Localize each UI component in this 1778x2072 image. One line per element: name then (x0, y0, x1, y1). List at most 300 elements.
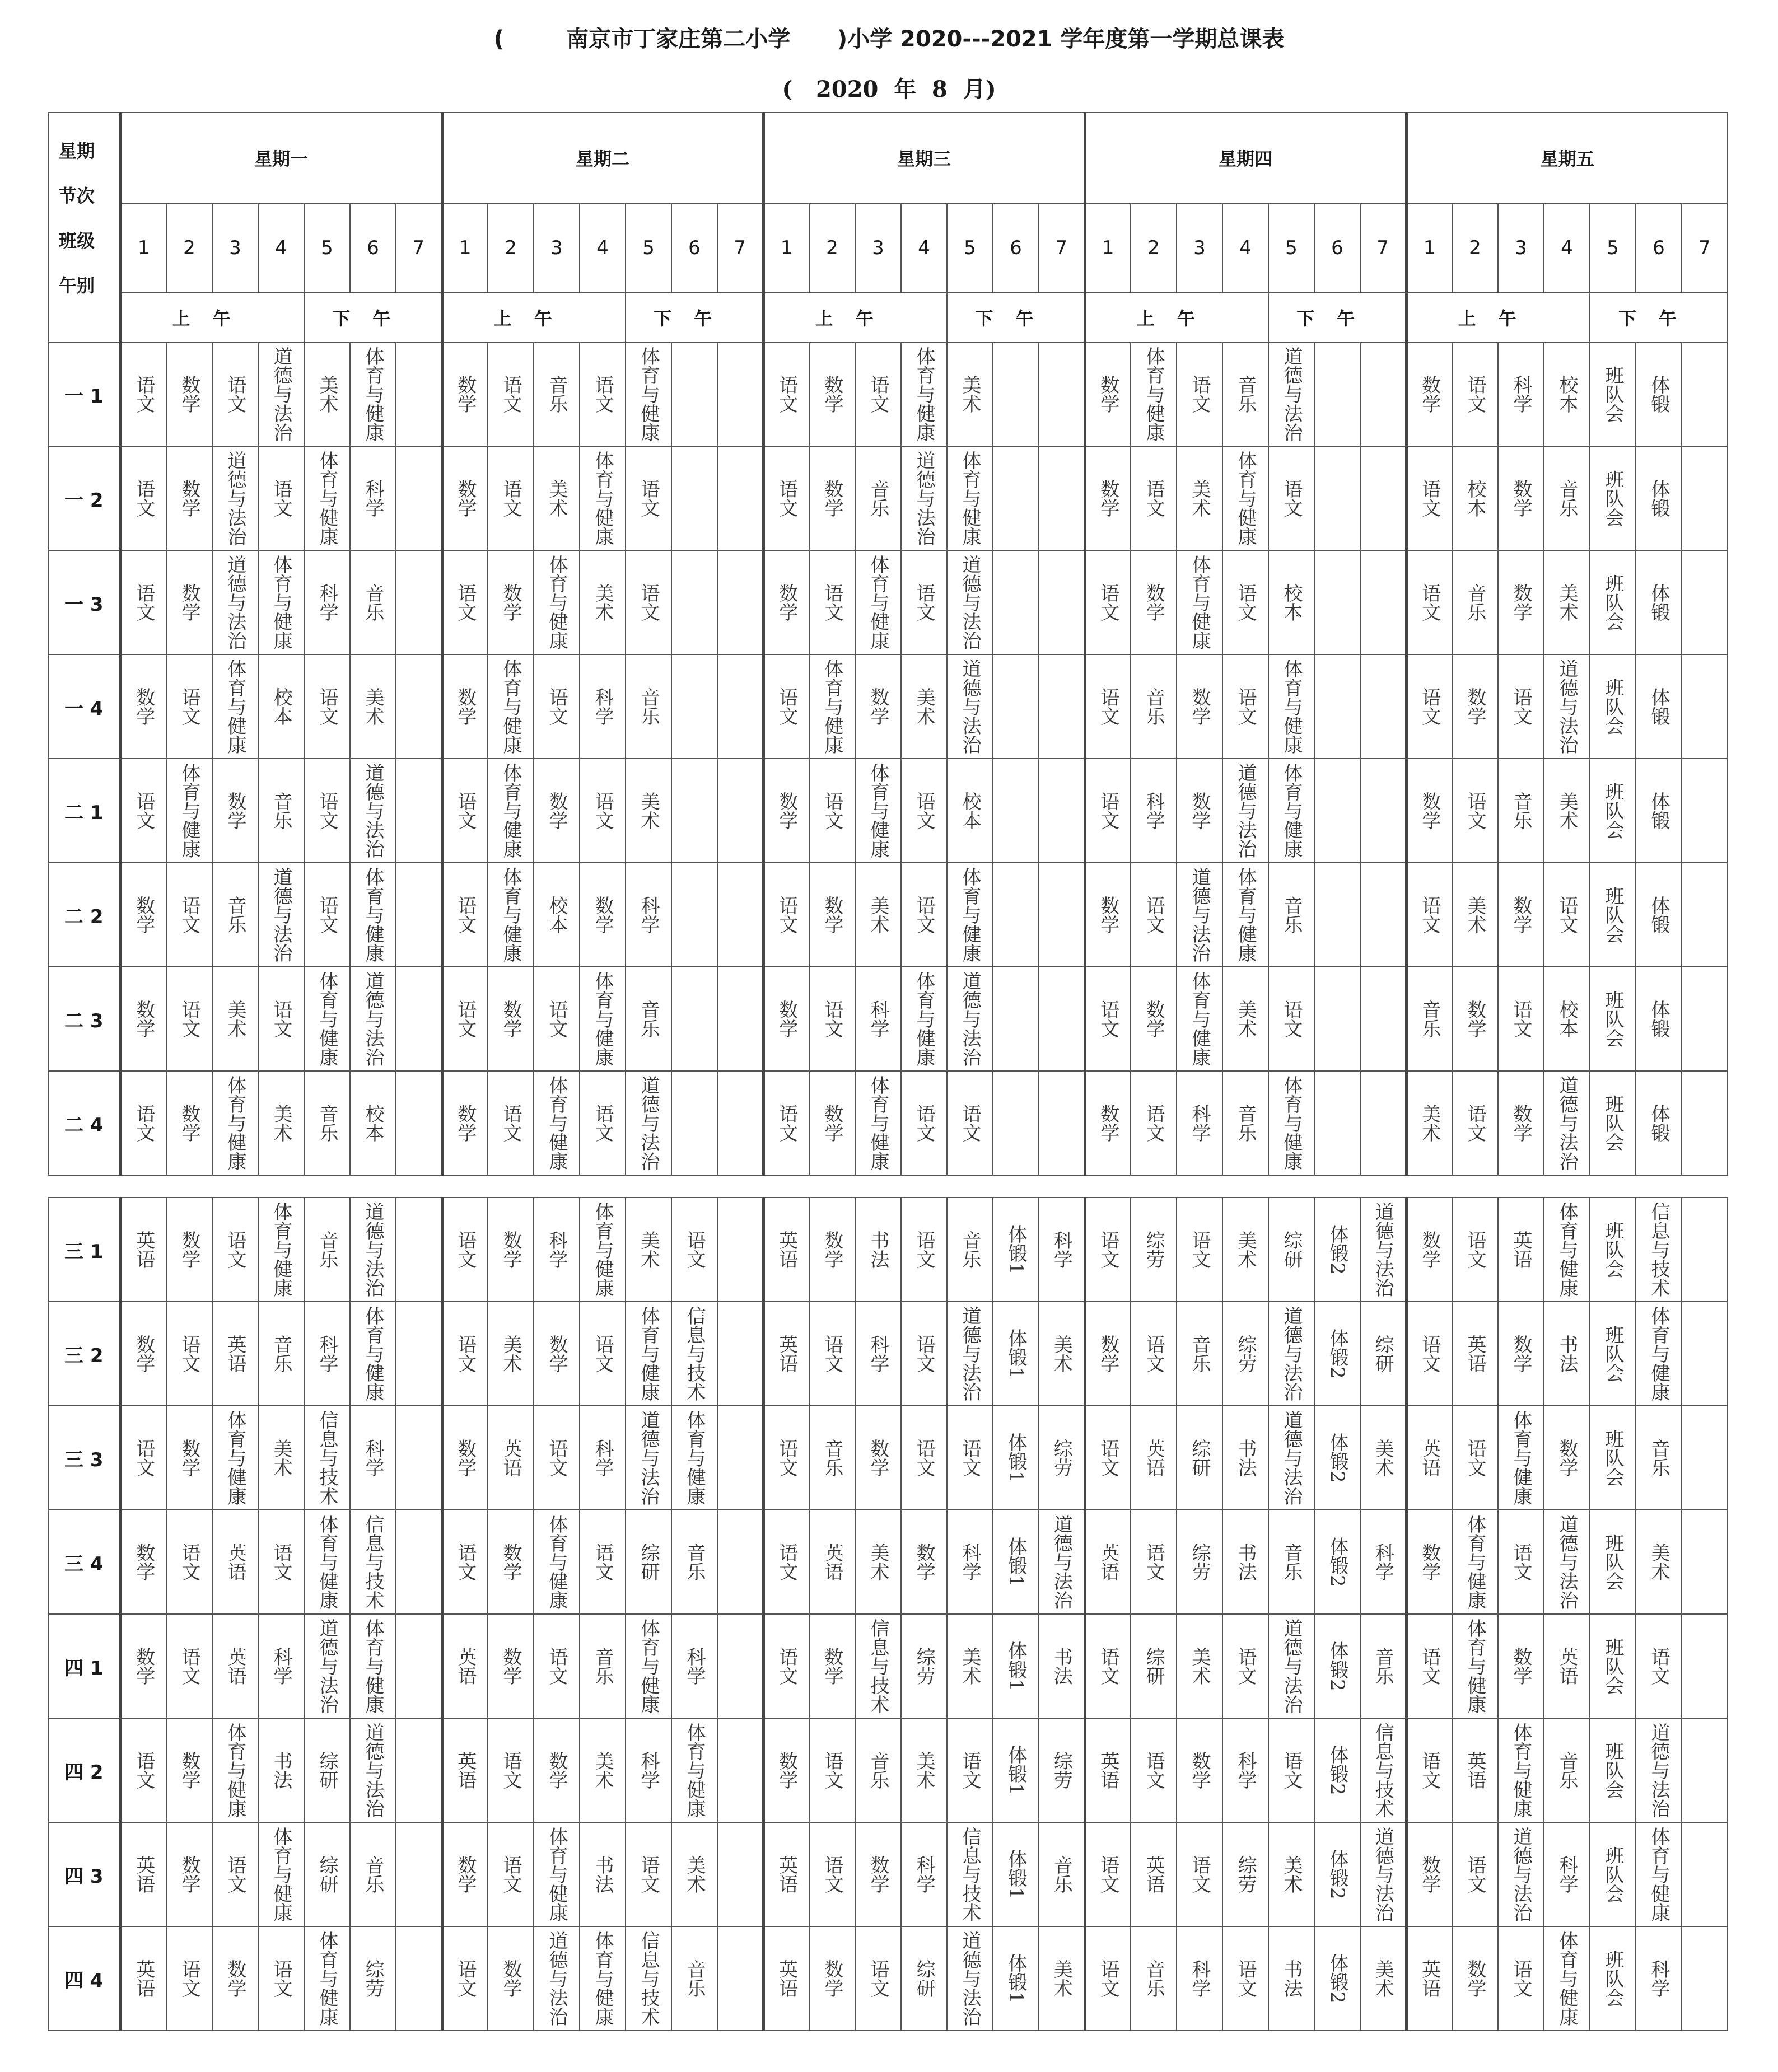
subject-text: 体锻2 (1326, 1745, 1348, 1795)
subject-text: 数学 (1096, 375, 1119, 413)
subject-cell (855, 1510, 901, 1614)
subject-cell (166, 759, 212, 863)
subject-cell (212, 967, 258, 1071)
subject-cell (1085, 446, 1131, 550)
subject-cell (1406, 1718, 1452, 1822)
subject-cell (1177, 1406, 1222, 1510)
table-row (48, 1406, 1728, 1510)
subject-cell (1177, 1198, 1222, 1302)
subject-cell (901, 759, 947, 863)
subject-cell (1177, 1822, 1222, 1926)
subject-text: 科学 (959, 1543, 981, 1581)
subject-cell (993, 446, 1039, 550)
subject-text: 数学 (1510, 479, 1532, 517)
subject-text: 英语 (821, 1543, 843, 1581)
subject-cell (120, 1822, 166, 1926)
subject-text: 英语 (500, 1439, 522, 1477)
subject-text: 体育与健康 (545, 555, 568, 650)
subject-text: 综劳 (1142, 1231, 1165, 1269)
subject-cell (258, 1510, 304, 1614)
subject-text: 班队会 (1602, 782, 1624, 839)
subject-cell (442, 446, 488, 550)
subject-cell (166, 1071, 212, 1175)
subject-text: 班队会 (1602, 1095, 1624, 1152)
subject-cell (350, 967, 396, 1071)
subject-text: 英语 (1556, 1647, 1578, 1685)
subject-cell (1452, 759, 1498, 863)
subject-cell (1682, 654, 1728, 759)
subject-cell (717, 863, 763, 967)
subject-text: 英语 (1418, 1439, 1441, 1477)
subject-cell (1544, 1926, 1590, 2031)
period-number: 5 (626, 203, 671, 293)
period-number: 3 (1177, 203, 1222, 293)
subject-text: 体育与健康 (224, 659, 246, 754)
subject-cell (212, 1614, 258, 1718)
subject-cell (258, 446, 304, 550)
subject-text: 语文 (1096, 792, 1119, 830)
subject-text: 科学 (637, 896, 660, 934)
subject-cell (901, 1822, 947, 1926)
subject-cell (580, 967, 626, 1071)
subject-cell (1314, 1510, 1360, 1614)
subject-text: 语文 (454, 1959, 477, 1998)
period-number: 5 (304, 203, 350, 293)
subject-text: 科学 (591, 687, 614, 726)
subject-cell (671, 550, 717, 654)
subject-text: 语文 (1096, 1959, 1119, 1998)
period-number: 1 (1406, 203, 1452, 293)
subject-cell (1177, 550, 1222, 654)
subject-cell (396, 1198, 442, 1302)
subject-text: 美术 (1556, 792, 1578, 830)
subject-cell (947, 967, 993, 1071)
morning-label: 上午 (1406, 293, 1590, 342)
subject-cell (212, 1718, 258, 1822)
subject-cell (1682, 342, 1728, 446)
subject-text: 道德与法治 (1280, 1410, 1303, 1505)
subject-cell (1222, 1406, 1268, 1510)
subject-cell (1406, 1614, 1452, 1718)
subject-cell (1177, 1614, 1222, 1718)
subject-cell (1039, 1614, 1085, 1718)
subject-text: 体育与健康 (867, 555, 889, 650)
subject-cell (901, 550, 947, 654)
subject-text: 数学 (591, 896, 614, 934)
subject-cell (717, 967, 763, 1071)
subject-text: 数学 (224, 1959, 246, 1998)
subject-text: 语文 (591, 1543, 614, 1581)
subject-cell (809, 1302, 855, 1406)
subject-cell (855, 1614, 901, 1718)
subject-text: 校本 (959, 792, 981, 830)
subject-cell (1360, 863, 1406, 967)
subject-text: 体育与健康 (913, 347, 935, 442)
subject-cell (442, 759, 488, 863)
subject-cell (1085, 863, 1131, 967)
subject-cell (212, 342, 258, 446)
subject-cell (350, 1822, 396, 1926)
subject-cell (947, 654, 993, 759)
subject-text: 音乐 (362, 1855, 384, 1893)
subject-text: 语文 (178, 1959, 200, 1998)
subject-text: 语文 (821, 1335, 843, 1373)
subject-text: 书法 (867, 1231, 889, 1269)
subject-cell (120, 550, 166, 654)
subject-cell (1131, 967, 1177, 1071)
subject-text: 语文 (821, 583, 843, 621)
subject-text: 音乐 (1234, 1104, 1257, 1142)
subject-cell (1268, 1822, 1314, 1926)
subject-text: 数学 (821, 896, 843, 934)
subject-cell (350, 1406, 396, 1510)
subject-cell (901, 863, 947, 967)
subject-cell (488, 1926, 534, 2031)
subject-cell (1039, 863, 1085, 967)
subject-cell (120, 446, 166, 550)
subject-text: 道德与法治 (959, 555, 981, 650)
period-number: 5 (1268, 203, 1314, 293)
subject-text: 数学 (178, 479, 200, 517)
subject-cell (1268, 1718, 1314, 1822)
subject-text: 道德与法治 (1234, 763, 1257, 858)
subject-cell (1222, 446, 1268, 550)
subject-cell (1544, 654, 1590, 759)
subject-cell (1268, 863, 1314, 967)
subject-cell (442, 967, 488, 1071)
subject-cell (763, 1926, 809, 2031)
subject-cell (717, 550, 763, 654)
subject-text: 体锻1 (1005, 1329, 1027, 1379)
subject-cell (1682, 1614, 1728, 1718)
subject-cell (1268, 1071, 1314, 1175)
subject-text: 体育与健康 (591, 1202, 614, 1297)
subject-cell (1682, 446, 1728, 550)
subject-text: 综劳 (1050, 1751, 1073, 1789)
class-name: 三 2 (48, 1302, 120, 1406)
subject-cell (166, 967, 212, 1071)
subject-cell (166, 654, 212, 759)
subject-cell (1314, 1198, 1360, 1302)
subject-text: 美术 (1050, 1959, 1073, 1998)
subject-cell (488, 967, 534, 1071)
table-row (48, 1198, 1728, 1302)
subject-text: 语文 (316, 896, 338, 934)
subject-text: 语文 (821, 1000, 843, 1038)
subject-cell (534, 1822, 580, 1926)
subject-cell (1131, 863, 1177, 967)
subject-cell (809, 863, 855, 967)
subject-text: 信息与技术 (683, 1306, 706, 1401)
subject-text: 科学 (867, 1335, 889, 1373)
subject-text: 语文 (1188, 1855, 1211, 1893)
table-row (48, 1302, 1728, 1406)
subject-text: 数学 (454, 687, 477, 726)
subject-cell (1544, 446, 1590, 550)
subject-cell (1452, 342, 1498, 446)
subject-text: 数学 (454, 1104, 477, 1142)
subject-text: 数学 (1188, 1751, 1211, 1789)
subject-cell (1222, 1302, 1268, 1406)
subject-text: 语文 (500, 479, 522, 517)
subject-cell (1177, 1302, 1222, 1406)
subject-text: 体锻2 (1326, 1849, 1348, 1900)
subject-cell (1406, 1510, 1452, 1614)
subject-cell (1636, 1822, 1682, 1926)
subject-text: 语文 (1464, 1439, 1486, 1477)
subject-cell (1039, 1510, 1085, 1614)
subject-cell (396, 759, 442, 863)
day-header: 星期四 (1085, 113, 1406, 203)
subject-text: 科学 (1188, 1104, 1211, 1142)
subject-text: 信息与技术 (316, 1410, 338, 1505)
subject-text: 数学 (1464, 1000, 1486, 1038)
subject-text: 体锻1 (1005, 1537, 1027, 1587)
subject-text: 体锻1 (1005, 1224, 1027, 1275)
subject-text: 体育与健康 (1280, 763, 1303, 858)
subject-text: 数学 (913, 1543, 935, 1581)
subject-cell (1177, 759, 1222, 863)
period-number: 2 (166, 203, 212, 293)
page-title: ( 南京市丁家庄第二小学 )小学 2020---2021 学年度第一学期总课表 (493, 26, 1285, 52)
subject-cell (1360, 1822, 1406, 1926)
subject-text: 体锻2 (1326, 1433, 1348, 1483)
subject-cell (809, 759, 855, 863)
subject-text: 体锻 (1648, 1000, 1670, 1038)
subject-text: 数学 (500, 1231, 522, 1269)
subject-cell (1314, 1822, 1360, 1926)
subject-cell (396, 446, 442, 550)
subject-cell (166, 1302, 212, 1406)
subject-cell (1590, 446, 1636, 550)
subject-text: 美术 (1464, 896, 1486, 934)
subject-cell (166, 446, 212, 550)
subject-cell (166, 1614, 212, 1718)
subject-cell (304, 863, 350, 967)
date-subtitle: ( 2020 年 8 月) (782, 76, 996, 102)
subject-text: 语文 (224, 1855, 246, 1893)
subject-cell (993, 1406, 1039, 1510)
subject-cell (1085, 1822, 1131, 1926)
subject-text: 音乐 (316, 1104, 338, 1142)
subject-text: 语文 (637, 1855, 660, 1893)
subject-cell (717, 1071, 763, 1175)
subject-cell (1039, 342, 1085, 446)
subject-text: 语文 (1096, 1231, 1119, 1269)
subject-cell (1452, 654, 1498, 759)
subject-cell (809, 446, 855, 550)
subject-cell (809, 1614, 855, 1718)
subject-text: 美术 (1234, 1000, 1257, 1038)
period-number: 7 (1360, 203, 1406, 293)
subject-text: 体育与健康 (500, 867, 522, 962)
subject-cell (1085, 1198, 1131, 1302)
subject-cell (1314, 446, 1360, 550)
subject-text: 英语 (132, 1959, 155, 1998)
subject-cell (1452, 446, 1498, 550)
subject-text: 数学 (1418, 1543, 1441, 1581)
subject-cell (1360, 1406, 1406, 1510)
subject-text: 体锻1 (1005, 1849, 1027, 1900)
subject-cell (1085, 1406, 1131, 1510)
subject-text: 语文 (1464, 1231, 1486, 1269)
subject-cell (304, 1926, 350, 2031)
subject-cell (350, 863, 396, 967)
subject-cell (1406, 1406, 1452, 1510)
subject-text: 音乐 (224, 896, 246, 934)
subject-text: 数学 (178, 1231, 200, 1269)
subject-cell (763, 654, 809, 759)
subject-text: 语文 (959, 1104, 981, 1142)
subject-cell (626, 1071, 671, 1175)
subject-text: 科学 (1648, 1959, 1670, 1998)
subject-text: 语文 (867, 375, 889, 413)
period-number: 6 (1636, 203, 1682, 293)
subject-cell (626, 550, 671, 654)
period-number: 7 (717, 203, 763, 293)
subject-text: 英语 (1142, 1855, 1165, 1893)
subject-text: 英语 (775, 1231, 798, 1269)
subject-text: 数学 (454, 1855, 477, 1893)
subject-text: 数学 (454, 479, 477, 517)
subject-text: 语文 (637, 583, 660, 621)
period-number: 6 (671, 203, 717, 293)
corner-label: 星期 (59, 141, 95, 162)
subject-text: 体育与健康 (1280, 659, 1303, 754)
subject-cell (671, 1302, 717, 1406)
subject-text: 数学 (775, 1751, 798, 1789)
subject-text: 语文 (545, 1000, 568, 1038)
subject-cell (1544, 1510, 1590, 1614)
subject-text: 语文 (683, 1231, 706, 1269)
subject-cell (580, 550, 626, 654)
subject-text: 语文 (132, 479, 155, 517)
subject-text: 数学 (1142, 583, 1165, 621)
subject-text: 数学 (178, 1751, 200, 1789)
subject-cell (1498, 759, 1544, 863)
subject-cell (993, 1198, 1039, 1302)
subject-cell (1268, 967, 1314, 1071)
subject-text: 体锻 (1648, 792, 1670, 830)
class-name: 一 4 (48, 654, 120, 759)
subject-text: 语文 (775, 479, 798, 517)
subject-cell (1590, 1926, 1636, 2031)
subject-cell (120, 1718, 166, 1822)
subject-cell (809, 1406, 855, 1510)
subject-text: 语文 (913, 896, 935, 934)
subject-cell (1544, 967, 1590, 1071)
class-name: 三 4 (48, 1510, 120, 1614)
subject-cell (1452, 1071, 1498, 1175)
subject-text: 信息与技术 (959, 1827, 981, 1922)
subject-cell (580, 1510, 626, 1614)
subject-cell (534, 1198, 580, 1302)
subject-cell (1406, 1926, 1452, 2031)
subject-text: 道德与法治 (362, 971, 384, 1067)
subject-cell (1314, 1718, 1360, 1822)
subject-text: 语文 (1142, 1751, 1165, 1789)
subject-text: 体育与健康 (1556, 1202, 1578, 1297)
subject-text: 科学 (867, 1000, 889, 1038)
subject-text: 体育与健康 (362, 867, 384, 962)
subject-text: 语文 (1510, 1959, 1532, 1998)
subject-cell (1085, 1614, 1131, 1718)
subject-text: 美术 (591, 1751, 614, 1789)
subject-text: 语文 (775, 687, 798, 726)
subject-cell (1498, 1071, 1544, 1175)
subject-text: 语文 (454, 583, 477, 621)
subject-cell (809, 1822, 855, 1926)
subject-text: 综劳 (913, 1647, 935, 1685)
subject-text: 语文 (1096, 1000, 1119, 1038)
subject-text: 科学 (316, 583, 338, 621)
subject-cell (717, 1718, 763, 1822)
subject-cell (120, 1071, 166, 1175)
subject-cell (671, 1718, 717, 1822)
subject-text: 班队会 (1602, 574, 1624, 631)
subject-cell (1544, 863, 1590, 967)
subject-text: 数学 (1418, 1855, 1441, 1893)
subject-cell (120, 759, 166, 863)
subject-text: 美术 (316, 375, 338, 413)
subject-text: 科学 (362, 479, 384, 517)
subject-cell (763, 759, 809, 863)
subject-cell (947, 1302, 993, 1406)
subject-text: 书法 (591, 1855, 614, 1893)
subject-text: 语文 (1418, 1335, 1441, 1373)
subject-text: 体育与健康 (1280, 1075, 1303, 1171)
subject-cell (1682, 759, 1728, 863)
subject-cell (534, 446, 580, 550)
subject-text: 数学 (821, 1647, 843, 1685)
subject-cell (442, 342, 488, 446)
subject-cell (993, 1071, 1039, 1175)
subject-cell (855, 863, 901, 967)
subject-cell (763, 1614, 809, 1718)
subject-cell (488, 654, 534, 759)
subject-text: 科学 (637, 1751, 660, 1789)
subject-text: 体锻 (1648, 896, 1670, 934)
subject-cell (304, 1614, 350, 1718)
subject-cell (1085, 759, 1131, 863)
subject-cell (1636, 863, 1682, 967)
header-halfday-row (48, 293, 1728, 342)
subject-text: 体育与健康 (959, 451, 981, 546)
class-name: 三 3 (48, 1406, 120, 1510)
subject-text: 美术 (1418, 1104, 1441, 1142)
subject-text: 美术 (270, 1439, 292, 1477)
subject-text: 语文 (913, 1335, 935, 1373)
subject-text: 语文 (1510, 1000, 1532, 1038)
subject-cell (120, 1302, 166, 1406)
subject-text: 体育与健康 (270, 1202, 292, 1297)
subject-cell (763, 550, 809, 654)
subject-cell (534, 1071, 580, 1175)
subject-cell (1085, 550, 1131, 654)
subject-cell (1177, 967, 1222, 1071)
subject-text: 数学 (1464, 687, 1486, 726)
subject-cell (1177, 342, 1222, 446)
subject-text: 语文 (1096, 1855, 1119, 1893)
subject-text: 语文 (1464, 1104, 1486, 1142)
subject-cell (258, 1822, 304, 1926)
subject-cell (442, 550, 488, 654)
subject-text: 语文 (224, 1231, 246, 1269)
subject-text: 体育与健康 (224, 1075, 246, 1171)
day-header: 星期二 (442, 113, 763, 203)
subject-text: 英语 (132, 1855, 155, 1893)
afternoon-label: 下午 (947, 293, 1085, 342)
